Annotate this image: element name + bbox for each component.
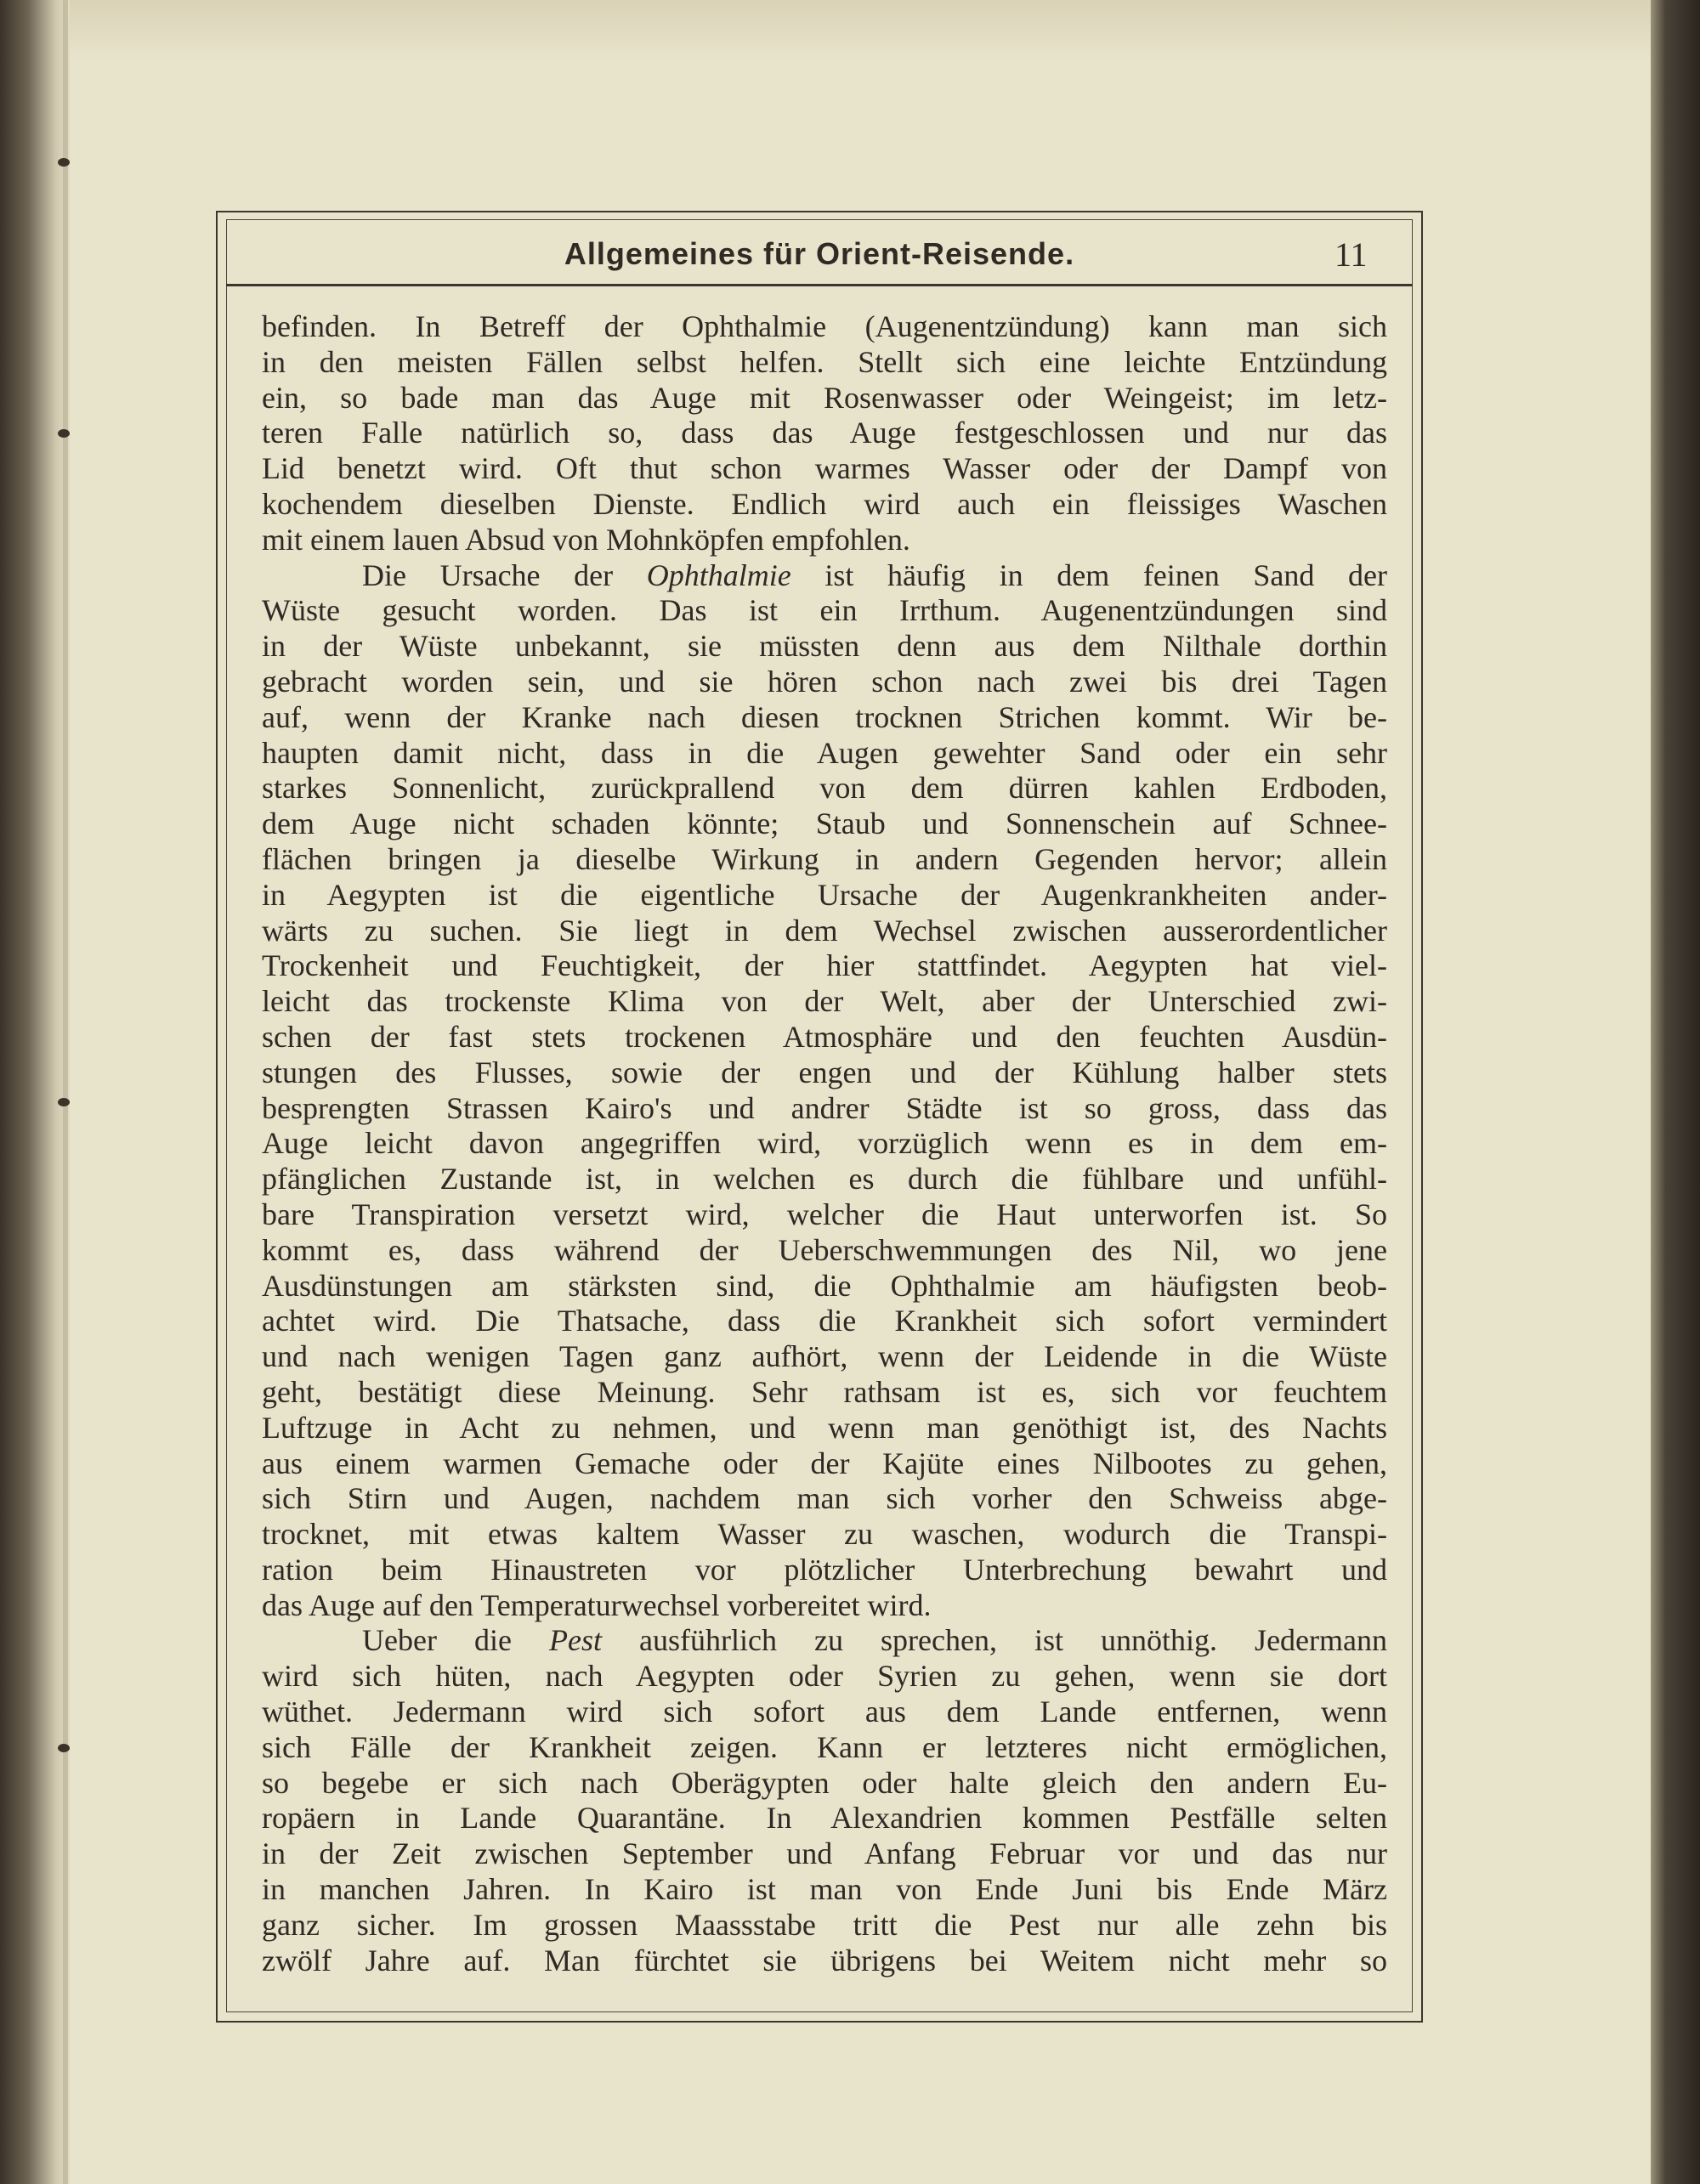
text-line: besprengten Strassen Kairo's und andrer Städte ist so gross, dass das (262, 1090, 1387, 1125)
text-line: haupten damit nicht, dass in die Augen gewehter Sand oder ein sehr (262, 735, 1387, 770)
text-line: Wüste gesucht worden. Das ist ein Irrthum. Augenentzündungen sind (262, 593, 1387, 628)
text-line: in manchen Jahren. In Kairo ist man von Ende Juni bis Ende März (262, 1872, 1387, 1907)
text-line: Trockenheit und Feuchtigkeit, der hier stattfindet. Aegypten hat viel- (262, 948, 1387, 983)
text-line: flächen bringen ja dieselbe Wirkung in andern Gegenden hervor; allein (262, 841, 1387, 876)
text-line: in der Zeit zwischen September und Anfang Februar vor und das nur (262, 1836, 1387, 1871)
text-segment: Ueber die (362, 1623, 549, 1658)
text-line: Luftzuge in Acht zu nehmen, und wenn man genöthigt ist, des Nachts (262, 1410, 1387, 1445)
text-line: aus einem warmen Gemache oder der Kajüte eines Nilbootes zu gehen, (262, 1446, 1387, 1480)
binding-thread-mark (58, 1744, 70, 1752)
text-line: in der Wüste unbekannt, sie müssten denn aus dem Nilthale dorthin (262, 629, 1387, 664)
text-line: befinden. In Betreff der Ophthalmie (Augenentzündung) kann man sich (262, 309, 1387, 343)
text-line: sich Fälle der Krankheit zeigen. Kann er letzteres nicht ermöglichen, (262, 1729, 1387, 1764)
body-text (262, 309, 1387, 1978)
text-line: in Aegypten ist die eigentliche Ursache der Augenkrankheiten ander- (262, 877, 1387, 912)
text-line: sich Stirn und Augen, nachdem man sich vorher den Schweiss abge- (262, 1481, 1387, 1516)
text-line: wärts zu suchen. Sie liegt in dem Wechsel zwischen ausserordentlicher (262, 913, 1387, 948)
text-segment: ausführlich zu sprechen, ist unnöthig. Jedermann (601, 1623, 1387, 1658)
text-line: teren Falle natürlich so, dass das Auge festgeschlossen und nur das (262, 416, 1387, 450)
text-line: starkes Sonnenlicht, zurückprallend von dem dürren kahlen Erdboden, (262, 771, 1387, 806)
binding-edge (63, 0, 68, 2184)
text-line: das Auge auf den Temperaturwechsel vorbereitet wird. (262, 1587, 932, 1622)
text-line: in den meisten Fällen selbst helfen. Stellt sich eine leichte Entzündung (262, 344, 1387, 379)
binding-thread-mark (58, 1098, 70, 1106)
book-cover-edge (1651, 0, 1700, 2184)
binding-thread-mark (58, 158, 70, 167)
binding-thread-mark (58, 429, 70, 438)
text-line: stungen des Flusses, sowie der engen und der Kühlung halber stets (262, 1055, 1387, 1089)
italic-term: Pest (549, 1623, 602, 1658)
text-line: auf, wenn der Kranke nach diesen trocknen Strichen kommt. Wir be- (262, 699, 1387, 734)
text-line: ganz sicher. Im grossen Maassstabe tritt die Pest nur alle zehn bis (262, 1907, 1387, 1942)
text-line: und nach wenigen Tagen ganz aufhört, wenn der Leidende in die Wüste (262, 1339, 1387, 1374)
text-segment: Die Ursache der (362, 557, 647, 592)
text-line: ropäern in Lande Quarantäne. In Alexandrien kommen Pestfälle selten (262, 1801, 1387, 1836)
text-line: schen der fast stets trockenen Atmosphäre und den feuchten Ausdün- (262, 1019, 1387, 1054)
text-line: Lid benetzt wird. Oft thut schon warmes Wasser oder der Dampf von (262, 451, 1387, 486)
text-line (262, 1623, 1387, 1659)
text-line: geht, bestätigt diese Meinung. Sehr rathsam ist es, sich vor feuchtem (262, 1374, 1387, 1409)
running-header-title: Allgemeines für Orient-Reisende. (564, 236, 1075, 271)
text-line: Auge leicht davon angegriffen wird, vorzüglich wenn es in dem em- (262, 1126, 1387, 1161)
text-line: ein, so bade man das Auge mit Rosenwasser oder Weingeist; im letz- (262, 380, 1387, 415)
text-line: pfänglichen Zustande ist, in welchen es durch die fühlbare und unfühl- (262, 1162, 1387, 1197)
text-line: dem Auge nicht schaden könnte; Staub und Sonnenschein auf Schnee- (262, 806, 1387, 841)
page-number: 11 (1334, 235, 1368, 274)
text-line: zwölf Jahre auf. Man fürchtet sie übrigens bei Weitem nicht mehr so (262, 1943, 1387, 1977)
text-line: achtet wird. Die Thatsache, dass die Krankheit sich sofort vermindert (262, 1304, 1387, 1338)
italic-term: Ophthalmie (646, 557, 791, 592)
text-line: wüthet. Jedermann wird sich sofort aus dem Lande entfernen, wenn (262, 1695, 1387, 1729)
text-line: kochendem dieselben Dienste. Endlich wird auch ein fleissiges Waschen (262, 486, 1387, 521)
text-line: so begebe er sich nach Oberägypten oder halte gleich den andern Eu- (262, 1765, 1387, 1800)
book-binding (0, 0, 70, 2184)
text-line: trocknet, mit etwas kaltem Wasser zu waschen, wodurch die Transpi- (262, 1517, 1387, 1552)
header-rule (226, 284, 1413, 286)
text-line: leicht das trockenste Klima von der Welt, aber der Unterschied zwi- (262, 984, 1387, 1019)
text-line: wird sich hüten, nach Aegypten oder Syrien zu gehen, wenn sie dort (262, 1659, 1387, 1694)
text-line (262, 558, 1387, 594)
text-line: kommt es, dass während der Ueberschwemmungen des Nil, wo jene (262, 1232, 1387, 1267)
text-line: mit einem lauen Absud von Mohnköpfen empfohlen. (262, 522, 910, 557)
text-segment: ist häufig in dem feinen Sand der (790, 557, 1387, 592)
text-line: bare Transpiration versetzt wird, welcher die Haut unterworfen ist. So (262, 1197, 1387, 1231)
text-line: gebracht worden sein, und sie hören schon nach zwei bis drei Tagen (262, 664, 1387, 699)
page-top-shadow (70, 0, 1651, 59)
text-line: ration beim Hinaustreten vor plötzlicher Unterbrechung bewahrt und (262, 1552, 1387, 1587)
text-line: Ausdünstungen am stärksten sind, die Ophthalmie am häufigsten beob- (262, 1268, 1387, 1303)
